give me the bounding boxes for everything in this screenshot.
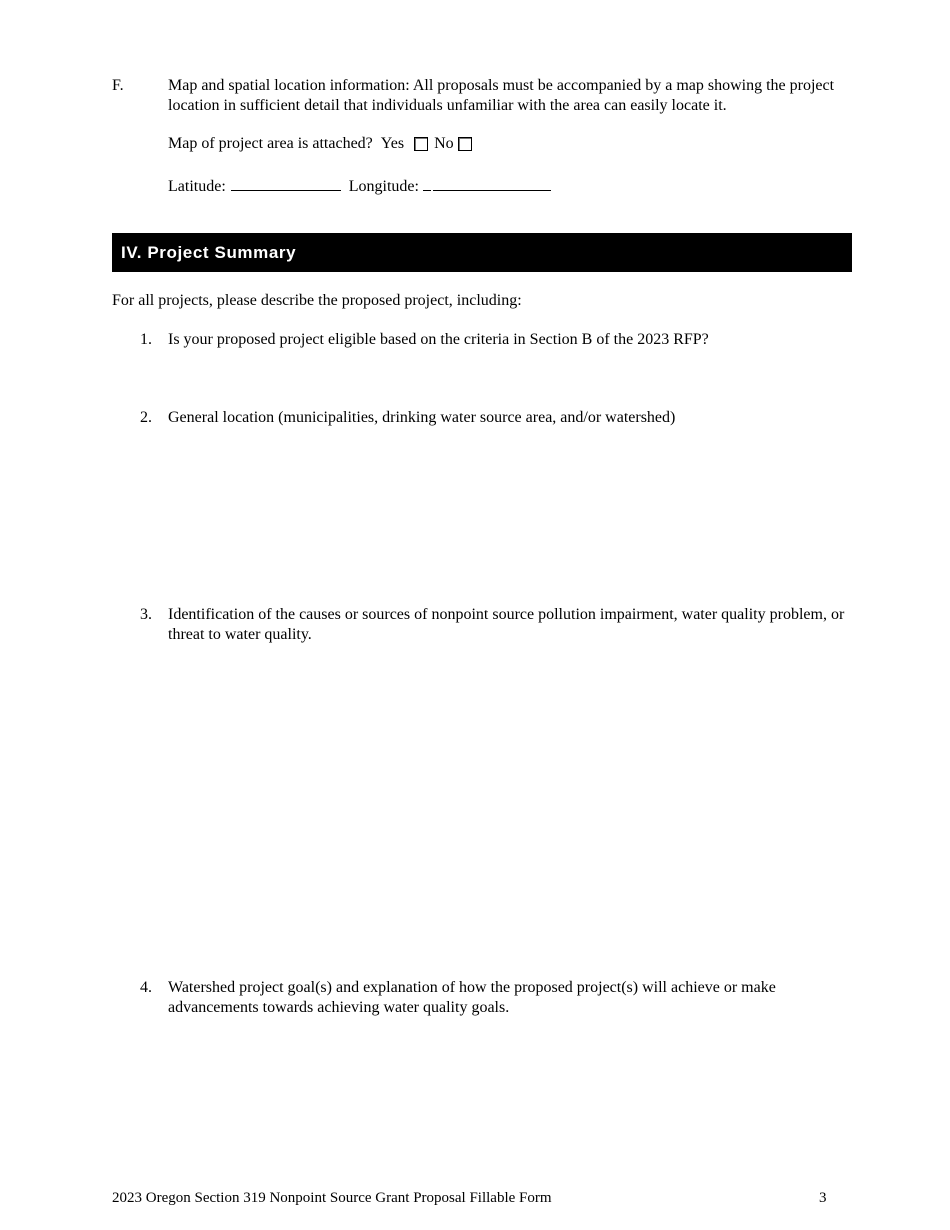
question-3-number: 3. [140, 606, 152, 623]
yes-label: Yes [380, 135, 405, 152]
question-3-answer-field[interactable] [168, 650, 848, 970]
no-label: No [434, 135, 454, 152]
page-number: 3 [819, 1190, 827, 1206]
longitude-field-lead [423, 174, 431, 191]
yes-checkbox[interactable] [414, 137, 428, 151]
section-iv-intro: For all projects, please describe the proposed project, including: [112, 292, 522, 309]
question-4-answer-field[interactable] [168, 1022, 848, 1172]
no-checkbox[interactable] [458, 137, 472, 151]
section-f-letter: F. [112, 77, 124, 94]
lat-lon-row [168, 174, 551, 197]
section-f-description: Map and spatial location information: All proposals must be accompanied by a map showing the project location in sufficient detail that individuals unfamiliar with the area can easily locate it. [168, 77, 835, 114]
question-2-answer-field[interactable] [168, 432, 848, 597]
map-attached-question: Map of project area is attached? [168, 135, 373, 152]
section-iv-header: IV. Project Summary [112, 233, 852, 272]
latitude-field-tail [333, 174, 341, 191]
question-4-text: Watershed project goal(s) and explanation of how the proposed project(s) will achieve or make advancements towards achieving water quality goals. [168, 979, 776, 1016]
latitude-label: Latitude: [168, 178, 226, 195]
footer-title: 2023 Oregon Section 319 Nonpoint Source Grant Proposal Fillable Form [112, 1190, 552, 1206]
question-2-text: General location (municipalities, drinking water source area, and/or watershed) [168, 409, 676, 426]
question-1-answer-field[interactable] [168, 354, 848, 402]
question-1-number: 1. [140, 331, 152, 348]
longitude-field[interactable] [433, 174, 551, 191]
latitude-field[interactable] [231, 174, 333, 191]
question-2-number: 2. [140, 409, 152, 426]
question-3-text: Identification of the causes or sources of nonpoint source pollution impairment, water quality problem, or threat to water quality. [168, 606, 845, 643]
question-4-number: 4. [140, 979, 152, 996]
map-attached-row [168, 134, 472, 154]
longitude-label: Longitude: [348, 178, 419, 195]
question-1-text: Is your proposed project eligible based on the criteria in Section B of the 2023 RFP? [168, 331, 709, 348]
